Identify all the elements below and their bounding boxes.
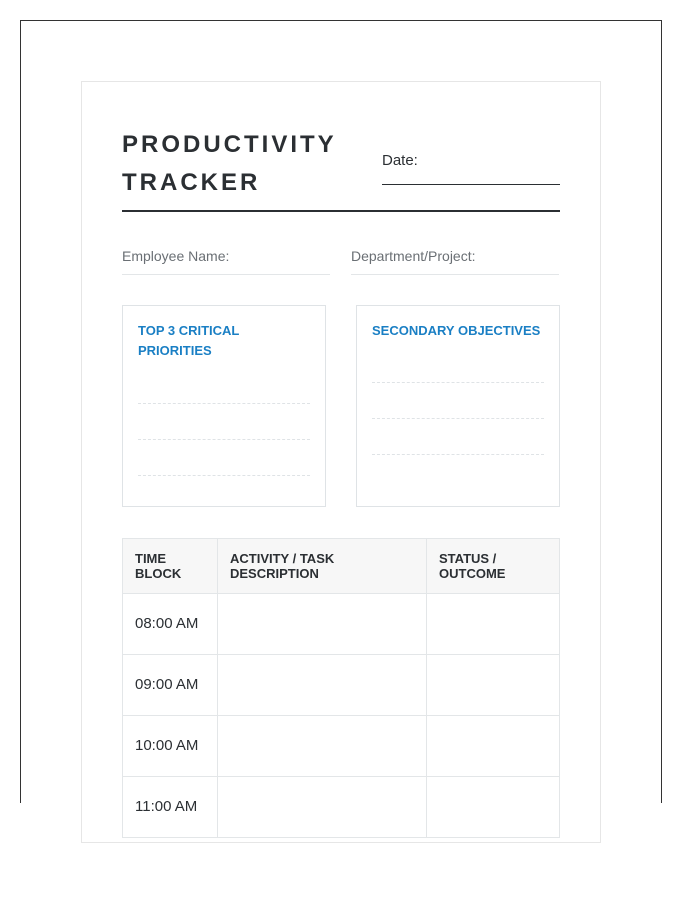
date-field[interactable] [382,152,560,185]
priority-line-2[interactable] [138,439,310,440]
date-label: Date: [382,152,418,169]
objective-line-1[interactable] [372,382,544,383]
time-cell: 11:00 AM [123,777,218,838]
status-header: STATUS / OUTCOME [427,539,560,594]
objective-line-3[interactable] [372,454,544,455]
objectives-box [356,305,560,507]
table-row [123,594,560,655]
activity-cell[interactable] [218,594,427,655]
time-cell: 09:00 AM [123,655,218,716]
document-viewport [20,20,662,815]
department-project-field[interactable] [351,248,559,275]
page-title: PRODUCTIVITY TRACKER [122,131,337,196]
time-block-header: TIME BLOCK [123,539,218,594]
time-cell: 10:00 AM [123,716,218,777]
activity-cell[interactable] [218,655,427,716]
status-cell[interactable] [427,655,560,716]
department-project-label: Department/Project: [351,248,476,264]
priorities-title: TOP 3 CRITICAL PRIORITIES [138,323,240,358]
activity-header: ACTIVITY / TASK DESCRIPTION [218,539,427,594]
table-row [123,655,560,716]
objectives-title: SECONDARY OBJECTIVES [372,323,541,338]
time-cell: 08:00 AM [123,594,218,655]
header [122,122,560,212]
activity-cell[interactable] [218,777,427,838]
employee-name-label: Employee Name: [122,248,230,264]
status-cell[interactable] [427,777,560,838]
activity-cell[interactable] [218,716,427,777]
time-block-table [122,538,560,838]
priority-line-3[interactable] [138,475,310,476]
table-row [123,777,560,838]
date-input-line[interactable] [382,184,560,185]
table-row [123,716,560,777]
priority-line-1[interactable] [138,403,310,404]
table-header-row [123,539,560,594]
employee-name-field[interactable] [122,248,330,275]
status-cell[interactable] [427,594,560,655]
priorities-box [122,305,326,507]
objective-line-2[interactable] [372,418,544,419]
tracker-sheet [81,81,601,843]
status-cell[interactable] [427,716,560,777]
